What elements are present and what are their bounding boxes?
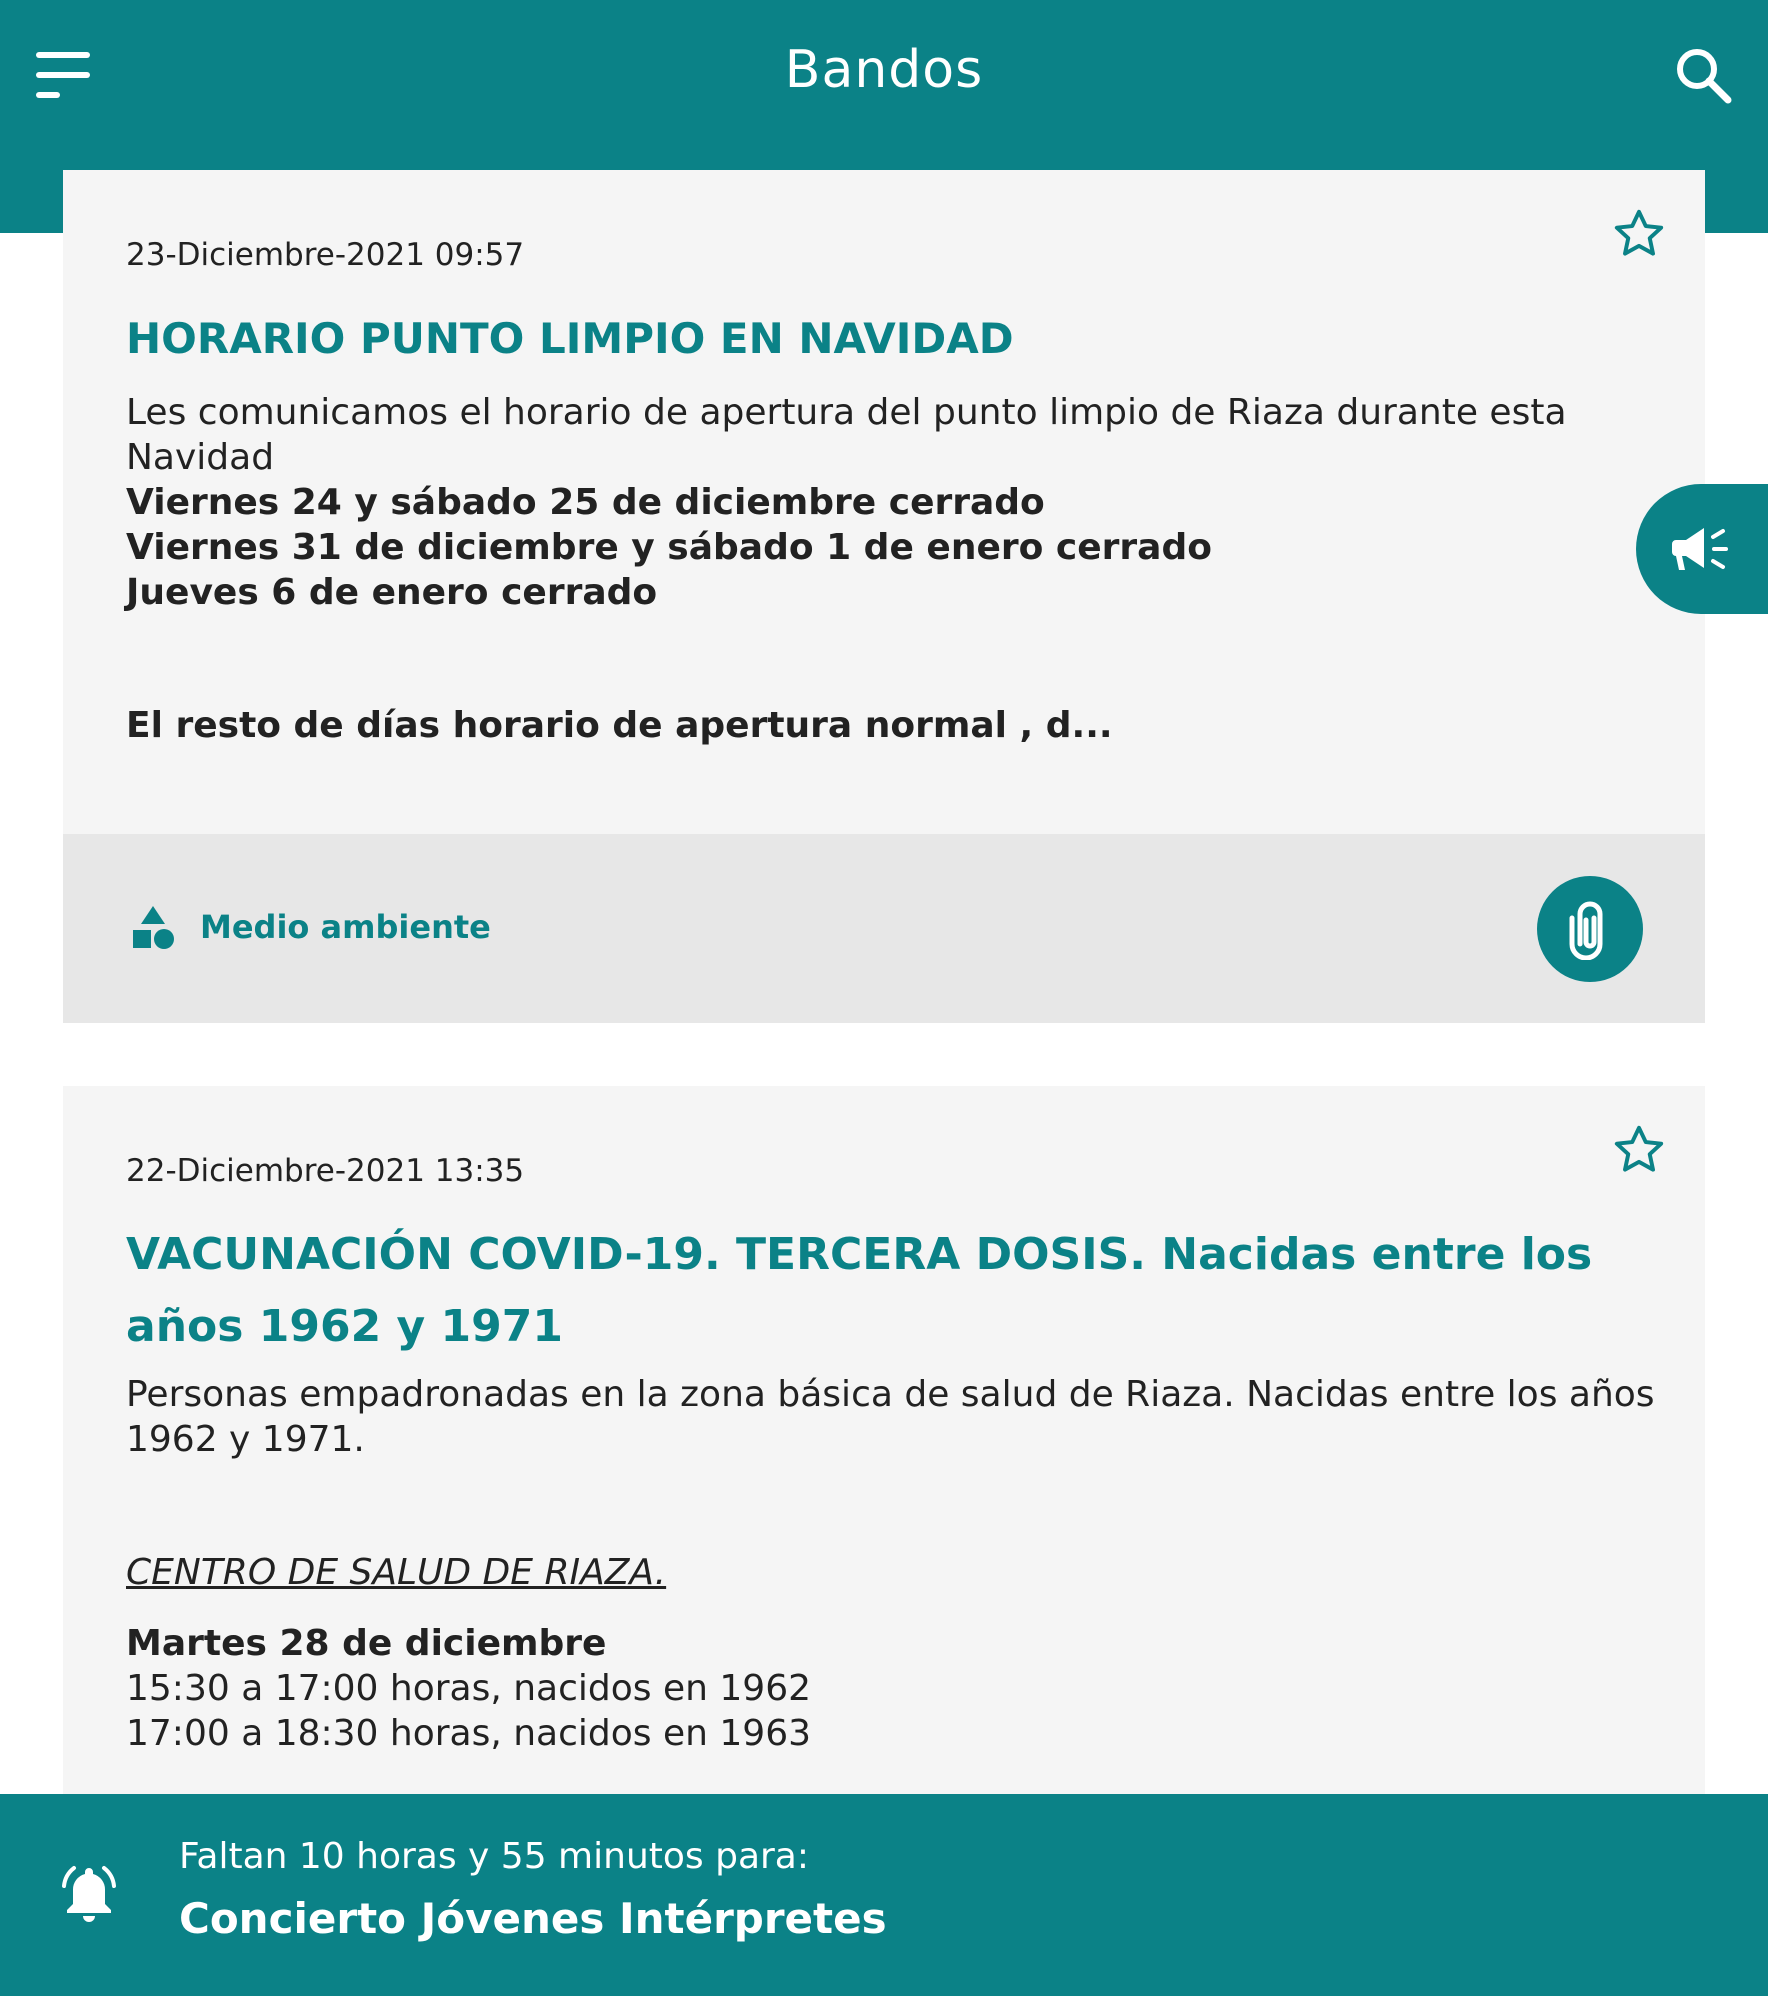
bando-tail: El resto de días horario de apertura normal , d... [126, 705, 1113, 746]
announcements-side-button[interactable] [1636, 484, 1768, 614]
schedule-line: 15:30 a 17:00 horas, nacidos en 1962 [126, 1668, 812, 1709]
section-heading: CENTRO DE SALUD DE RIAZA. [126, 1552, 667, 1593]
bando-intro: Les comunicamos el horario de apertura del punto limpio de Riaza durante esta Navidad [126, 392, 1567, 478]
bando-body [126, 1372, 1666, 1756]
spacer [126, 1595, 1666, 1621]
bando-bold-line: Viernes 24 y sábado 25 de diciembre cerrado [126, 482, 1045, 523]
star-outline-icon [1611, 206, 1667, 262]
attachment-button[interactable] [1537, 876, 1643, 982]
spacer [126, 615, 1666, 703]
bando-card[interactable] [63, 170, 1705, 1023]
bando-footer [63, 834, 1705, 1023]
search-button[interactable] [1672, 44, 1734, 106]
bando-title[interactable]: VACUNACIÓN COVID-19. TERCERA DOSIS. Nacidas entre los años 1962 y 1971 [126, 1229, 1593, 1352]
countdown-text: Faltan 10 horas y 55 minutos para: [179, 1836, 809, 1877]
paperclip-icon [1564, 898, 1616, 960]
bando-intro: Personas empadronadas en la zona básica de salud de Riaza. Nacidas entre los años 1962 y 1971. [126, 1374, 1655, 1460]
event-name[interactable]: Concierto Jóvenes Intérpretes [179, 1894, 887, 1943]
search-icon [1672, 44, 1734, 106]
bando-bold-line: Viernes 31 de diciembre y sábado 1 de enero cerrado [126, 527, 1212, 568]
bando-body [126, 390, 1666, 748]
star-outline-icon [1611, 1122, 1667, 1178]
favorite-button[interactable] [1611, 1122, 1667, 1178]
shapes-icon [131, 906, 175, 952]
bando-date: 23-Diciembre-2021 09:57 [126, 237, 525, 273]
favorite-button[interactable] [1611, 206, 1667, 262]
spacer [126, 1462, 1666, 1550]
page-title: Bandos [784, 40, 984, 100]
event-countdown-bar[interactable] [0, 1794, 1768, 1996]
megaphone-icon [1672, 522, 1732, 576]
bando-card[interactable] [63, 1086, 1705, 1846]
schedule-line: 17:00 a 18:30 horas, nacidos en 1963 [126, 1713, 812, 1754]
bando-title[interactable]: HORARIO PUNTO LIMPIO EN NAVIDAD [126, 314, 1014, 363]
category-link[interactable]: Medio ambiente [200, 908, 491, 946]
bell-ringing-icon [56, 1860, 122, 1926]
bando-date: 22-Diciembre-2021 13:35 [126, 1153, 525, 1189]
day-heading: Martes 28 de diciembre [126, 1623, 607, 1664]
bando-bold-line: Jueves 6 de enero cerrado [126, 572, 658, 613]
